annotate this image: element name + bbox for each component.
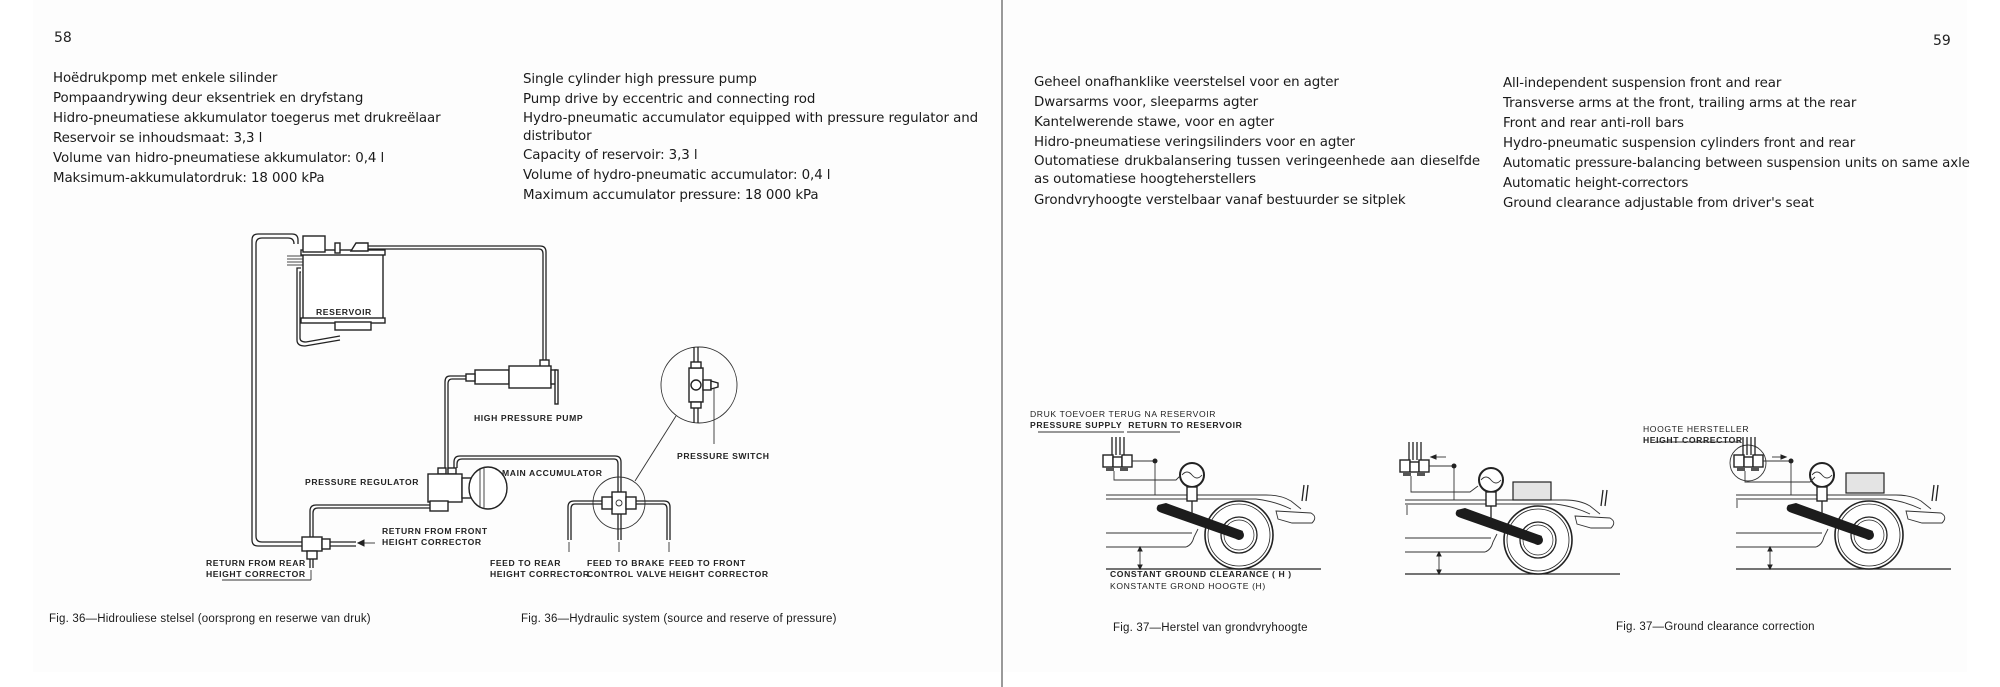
spec-line: Volume van hidro-pneumatiese akkumulator: 0,4 l: [53, 151, 385, 166]
label-line: HEIGHT CORRECTOR: [382, 537, 482, 547]
spec-line: Transverse arms at the front, trailing arms at the rear: [1503, 96, 1857, 111]
label-height-corrector: HEIGHT CORRECTOR: [1643, 435, 1743, 445]
label-constant-clearance: CONSTANT GROUND CLEARANCE ( H ): [1110, 569, 1292, 579]
label-line: FEED TO BRAKE: [587, 558, 665, 568]
spec-line: Outomatiese drukbalansering tussen veringeenhede aan dieselfde as outomatiese hoogteherstellers: [1034, 154, 1480, 187]
spec-line: Maximum accumulator pressure: 18 000 kPa: [523, 188, 819, 203]
label-line: HEIGHT CORRECTOR: [669, 569, 769, 579]
label-pressure-switch: PRESSURE SWITCH: [677, 451, 770, 461]
spec-line: Single cylinder high pressure pump: [523, 72, 757, 87]
spec-line: Pump drive by eccentric and connecting rod: [523, 92, 816, 107]
spec-line: Hydro-pneumatic accumulator equipped with pressure regulator and distributor: [523, 111, 978, 144]
page-number-right: 59: [1933, 33, 1951, 49]
label-pressure-supply-group: [1030, 420, 1242, 431]
spec-line: Automatic height-correctors: [1503, 176, 1689, 191]
spec-line: All-independent suspension front and rear: [1503, 76, 1782, 91]
spec-line: Hoëdrukpomp met enkele silinder: [53, 71, 278, 86]
spec-line: Capacity of reservoir: 3,3 l: [523, 148, 698, 163]
label-line: HEIGHT CORRECTOR: [206, 569, 306, 579]
label-line: HEIGHT CORRECTOR: [490, 569, 590, 579]
label-high-pressure-pump: HIGH PRESSURE PUMP: [474, 413, 584, 423]
label-pressure-supply: PRESSURE SUPPLY: [1030, 420, 1123, 430]
spec-line: Kantelwerende stawe, voor en agter: [1034, 115, 1275, 130]
figure-caption-afrikaans-37: Fig. 37—Herstel van grondvryhoogte: [1113, 622, 1308, 634]
spec-line: Volume of hydro-pneumatic accumulator: 0,4 l: [523, 168, 831, 183]
label-line: FEED TO REAR: [490, 558, 562, 568]
spec-line: Ground clearance adjustable from driver's seat: [1503, 196, 1814, 211]
spec-line: Dwarsarms voor, sleeparms agter: [1034, 95, 1259, 110]
page-number-left: 58: [54, 30, 72, 46]
spec-line: Maksimum-akkumulatordruk: 18 000 kPa: [53, 171, 325, 186]
spec-line: Geheel onafhanklike veerstelsel voor en agter: [1034, 75, 1339, 90]
spec-line: Front and rear anti-roll bars: [1503, 116, 1684, 131]
label-line: RETURN FROM REAR: [206, 558, 306, 568]
label-hoogte-hersteller: HOOGTE HERSTELLER: [1643, 424, 1750, 434]
spec-line: Hydro-pneumatic suspension cylinders front and rear: [1503, 136, 1856, 151]
label-reservoir: RESERVOIR: [316, 307, 372, 317]
spec-line: Reservoir se inhoudsmaat: 3,3 l: [53, 131, 263, 146]
spec-line: Pompaandrywing deur eksentriek en dryfstang: [53, 91, 364, 106]
spec-line: Automatic pressure-balancing between suspension units on same axle: [1503, 156, 1970, 171]
label-konstante-hoogte: KONSTANTE GROND HOOGTE (H): [1110, 581, 1266, 591]
suspension-view-loaded: [1400, 442, 1620, 574]
label-druk-toevoer: DRUK TOEVOER TERUG NA RESERVOIR: [1030, 409, 1217, 419]
spec-line: Grondvryhoogte verstelbaar vanaf bestuurder se sitplek: [1034, 193, 1406, 208]
suspension-view-constant: [1038, 432, 1321, 569]
label-line: RETURN FROM FRONT: [382, 526, 488, 536]
label-line: FEED TO FRONT: [669, 558, 746, 568]
label-return-to-reservoir: RETURN TO RESERVOIR: [1128, 420, 1243, 430]
figure-caption-afrikaans-36: Fig. 36—Hidrouliese stelsel (oorsprong en reserwe van druk): [49, 613, 371, 625]
figure-caption-english-37: Fig. 37—Ground clearance correction: [1616, 621, 1815, 633]
spec-line: Hidro-pneumatiese veringsilinders voor en agter: [1034, 135, 1355, 150]
label-main-accumulator: MAIN ACCUMULATOR: [502, 468, 603, 478]
suspension-view-corrected: [1655, 437, 1951, 569]
label-line: CONTROL VALVE: [587, 569, 667, 579]
figure-caption-english-36: Fig. 36—Hydraulic system (source and reserve of pressure): [521, 613, 837, 625]
spec-line: Hidro-pneumatiese akkumulator toegerus met drukreëlaar: [53, 111, 441, 126]
label-pressure-regulator: PRESSURE REGULATOR: [305, 477, 420, 487]
